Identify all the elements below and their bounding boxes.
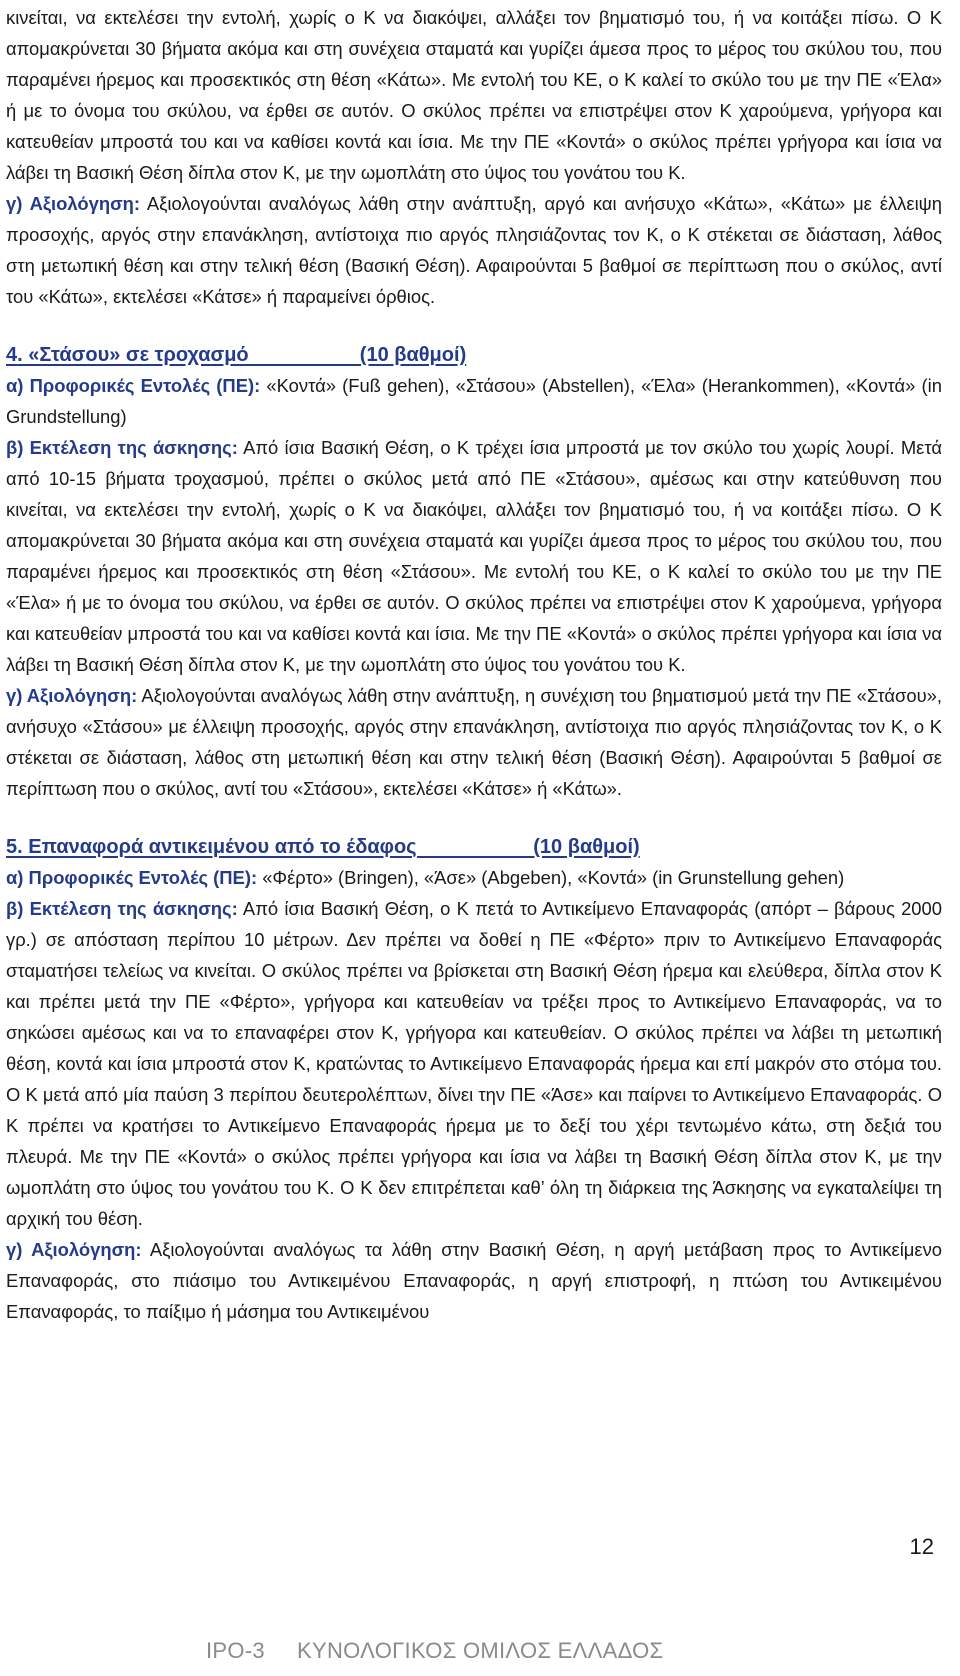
section5-evaluation-text: Αξιολογούνται αναλόγως τα λάθη στην Βασική Θέση, η αργή μετάβαση προς το Αντικείμενο Επαναφοράς, στο πιάσιμο του Αντικειμένου Επαναφοράς, η αργή επιστροφή, η πτώση του Αντικειμένου Επαναφοράς, το παίξιμο ή μάσημα του Αντικειμένου (6, 1239, 942, 1322)
section4-execution (6, 432, 942, 680)
section5-commands (6, 862, 942, 893)
section3-execution-text: κινείται, να εκτελέσει την εντολή, χωρίς ο Κ να διακόψει, αλλάξει τον βηματισμό του, ή να κοιτάξει πίσω. Ο Κ απομακρύνεται 30 βήματα ακόμα και στη συνέχεια σταματά και γυρίζει άμεσα προς το μέρος του σκύλου του, που παραμένει ήρεμος και προσεκτικός στη θέση «Κάτω». Με εντολή του ΚΕ, ο Κ καλεί το σκύλο του με την ΠΕ «Έλα» ή με το όνομα του σκύλου, να έρθει σε αυτόν. Ο σκύλος πρέπει να επιστρέψει στον Κ χαρούμενα, γρήγορα και κατευθείαν μπροστά του και να καθίσει κοντά και ίσια. Με την ΠΕ «Κοντά» ο σκύλος πρέπει γρήγορα και ίσια να λάβει τη Βασική Θέση δίπλα στον Κ, με την ωμοπλάτη στο ύψος του γονάτου του Κ. (6, 7, 942, 183)
section5-heading: 5. Επαναφορά αντικειμένου από το έδαφος (10 βαθμοί) (6, 836, 640, 858)
section4-execution-text: Από ίσια Βασική Θέση, ο Κ τρέχει ίσια μπροστά με τον σκύλο του χωρίς λουρί. Μετά από 10-15 βήματα τροχασμού, πρέπει ο σκύλος μετά από ΠΕ «Στάσου», αμέσως και στην κατεύθυνση που κινείται, να εκτελέσει την εντολή, χωρίς ο Κ να διακόψει, αλλάξει τον βηματισμό του, ή να κοιτάξει πίσω. Ο Κ απομακρύνεται 30 βήματα ακόμα και στη συνέχεια σταματά και γυρίζει άμεσα προς το μέρος του σκύλου του, που παραμένει ήρεμος και προσεκτικός στη θέση «Στάσου». Με εντολή του ΚΕ, ο Κ καλεί το σκύλο του με την ΠΕ «Έλα» ή με το όνομα του σκύλου, να έρθει σε αυτόν. Ο σκύλος πρέπει να επιστρέψει στον Κ χαρούμενα, γρήγορα και κατευθείαν μπροστά του και να καθίσει κοντά και ίσια. Με την ΠΕ «Κοντά» ο σκύλος πρέπει γρήγορα και ίσια να λάβει τη Βασική Θέση δίπλα στον Κ, με την ωμοπλάτη στο ύψος του γονάτου του Κ. (6, 437, 942, 675)
section4-commands-label: α) Προφορικές Εντολές (ΠΕ): (6, 375, 261, 396)
section3-evaluation-text: Αξιολογούνται αναλόγως λάθη στην ανάπτυξη, αργό και ανήσυχο «Κάτω», «Κάτω» με έλλειψη προσοχής, αργός στην επανάκληση, αντίστοιχα πιο αργός πλησιάζοντας τον Κ, ο Κ στέκεται σε διάσταση, λάθος στη μετωπική θέση και στην τελική θέση (Βασική Θέση). Αφαιρούνται 5 βαθμοί σε περίπτωση που ο σκύλος, αντί του «Κάτω», εκτελέσει «Κάτσε» ή παραμείνει όρθιος. (6, 193, 942, 307)
section5-execution-text: Από ίσια Βασική Θέση, ο Κ πετά το Αντικείμενο Επαναφοράς (απόρτ – βάρους 2000 γρ.) σε απόσταση περίπου 10 μέτρων. Δεν πρέπει να δοθεί η ΠΕ «Φέρτο» πριν το Αντικείμενο Επαναφοράς σταματήσει τελείως να κινείται. Ο σκύλος πρέπει να βρίσκεται στη Βασική Θέση ήρεμα και ελεύθερα, δίπλα στον Κ και πρέπει μετά την ΠΕ «Φέρτο», γρήγορα και κατευθείαν να τρέξει προς το Αντικείμενο Επαναφοράς, να το σηκώσει αμέσως και να το επαναφέρει στον Κ, γρήγορα και κατευθείαν. Ο σκύλος πρέπει να λάβει τη μετωπική θέση, κοντά και ίσια μπροστά στον Κ, κρατώντας το Αντικείμενο Επαναφοράς ήρεμα και επί μακρόν στο στόμα του. Ο Κ μετά από μία παύση 3 περίπου δευτερολέπτων, δίνει την ΠΕ «Άσε» και παίρνει το Αντικείμενο Επαναφοράς. Ο Κ πρέπει να κρατήσει το Αντικείμενο Επαναφοράς ήρεμα με το δεξί του χέρι τεντωμένο κάτω, στη δεξιά του πλευρά. Με την ΠΕ «Κοντά» ο σκύλος πρέπει γρήγορα και ίσια να λάβει τη Βασική Θέση δίπλα στον Κ, με την ωμοπλάτη στο ύψος του γονάτου του Κ. Ο Κ δεν επιτρέπεται καθ’ όλη τη διάρκεια της Άσκησης να εγκαταλείψει τη αρχική του θέση. (6, 898, 942, 1229)
section4-evaluation-text: Αξιολογούνται αναλόγως λάθη στην ανάπτυξη, η συνέχιση του βηματισμού μετά την ΠΕ «Στάσου», ανήσυχο «Στάσου» με έλλειψη προσοχής, αργός στην επανάκληση, αντίστοιχα πιο αργός πλησιάζοντας τον Κ, ο Κ στέκεται σε διάσταση, λάθος στη μετωπική θέση και στην τελική θέση (Βασική Θέση). Αφαιρούνται 5 βαθμοί σε περίπτωση που ο σκύλος, αντί του «Στάσου», εκτελέσει «Κάτσε» ή «Κάτω». (6, 685, 943, 799)
section4-commands (6, 370, 942, 432)
section5-evaluation (6, 1234, 942, 1327)
section4-commands-text: «Κοντά» (Fuß gehen), «Στάσου» (Abstellen), «Έλα» (Herankommen), «Κοντά» (in Grundstellung) (6, 375, 942, 427)
section4-evaluation-label: γ) Αξιολόγηση: (6, 685, 138, 706)
page-content (6, 0, 942, 1327)
section3-execution-continued (6, 2, 942, 188)
section4-execution-label: β) Εκτέλεση της άσκησης: (6, 437, 238, 458)
page-footer: IPO-3 ΚΥΝΟΛΟΓΙΚΟΣ ΟΜΙΛΟΣ ΕΛΛΑΔΟΣ (206, 1638, 664, 1663)
section5-evaluation-label: γ) Αξιολόγηση: (6, 1239, 142, 1260)
section4-heading: 4. «Στάσου» σε τροχασμό (10 βαθμοί) (6, 344, 467, 366)
section5-commands-label: α) Προφορικές Εντολές (ΠΕ): (6, 867, 258, 888)
section-gap (6, 804, 942, 828)
section4-evaluation (6, 680, 942, 804)
section5-execution-label: β) Εκτέλεση της άσκησης: (6, 898, 238, 919)
page-number: 12 (909, 1534, 934, 1559)
section-gap (6, 312, 942, 336)
section3-evaluation-label: γ) Αξιολόγηση: (6, 193, 141, 214)
section5-commands-text: «Φέρτο» (Bringen), «Άσε» (Abgeben), «Κοντά» (in Grunstellung gehen) (257, 867, 845, 888)
section3-evaluation (6, 188, 942, 312)
section5-execution (6, 893, 942, 1234)
